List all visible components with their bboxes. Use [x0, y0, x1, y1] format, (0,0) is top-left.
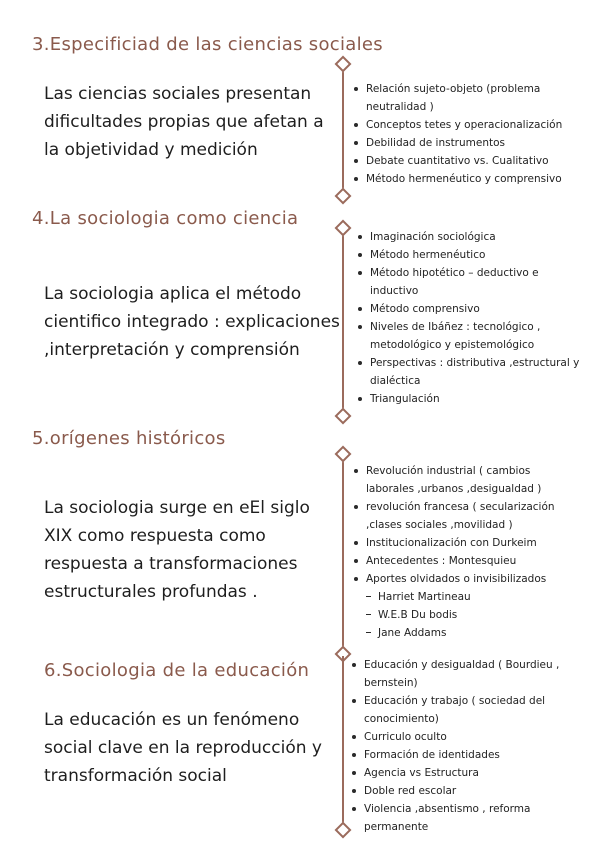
timeline-node-icon	[335, 446, 352, 463]
bullet-item: Debilidad de instrumentos	[352, 134, 574, 152]
bullet-item: Triangulación	[356, 390, 580, 408]
bullet-item: Método comprensivo	[356, 300, 580, 318]
sub-bullet-item: W.E.B Du bodis	[352, 606, 580, 624]
bullet-item: Debate cuantitativo vs. Cualitativo	[352, 152, 574, 170]
bullet-item: Imaginación sociológica	[356, 228, 580, 246]
section-5-bullets	[352, 462, 580, 642]
timeline-node-icon	[335, 408, 352, 425]
bullet-item: Conceptos tetes y operacionalización	[352, 116, 574, 134]
section-6-summary: La educación es un fenómeno social clave en la reproducción y transformación social	[44, 710, 322, 786]
bullet-item: Educación y desigualdad ( Bourdieu , bernstein)	[350, 656, 580, 692]
bullet-item: Curriculo oculto	[350, 728, 580, 746]
bullet-item: Método hermenéutico y comprensivo	[352, 170, 574, 188]
bullet-item: Aportes olvidados o invisibilizados	[352, 570, 580, 588]
bullet-item: Relación sujeto-objeto (problema neutralidad )	[352, 80, 574, 116]
bullet-item: Antecedentes : Montesquieu	[352, 552, 580, 570]
timeline-node-icon	[335, 56, 352, 73]
bullet-item: Niveles de Ibáñez : tecnológico , metodológico y epistemológico	[356, 318, 580, 354]
timeline-node-icon	[335, 220, 352, 237]
timeline-segment-3	[342, 66, 344, 190]
section-4-summary: La sociologia aplica el método cientifico integrado : explicaciones ,interpretación y comprensión	[44, 284, 340, 360]
timeline-segment-6	[342, 656, 344, 830]
bullet-item: Perspectivas : distributiva ,estructural y dialéctica	[356, 354, 580, 390]
bullet-item: revolución francesa ( secularización ,clases sociales ,movilidad )	[352, 498, 580, 534]
bullet-item: Método hermenéutico	[356, 246, 580, 264]
section-3-summary: Las ciencias sociales presentan dificultades propias que afetan a la objetividad y medición	[44, 84, 324, 160]
bullet-item: Institucionalización con Durkeim	[352, 534, 580, 552]
timeline-segment-5	[342, 456, 344, 648]
bullet-item: Agencia vs Estructura	[350, 764, 580, 782]
bullet-item: Educación y trabajo ( sociedad del conocimiento)	[350, 692, 580, 728]
sub-bullet-item: Jane Addams	[352, 624, 580, 642]
timeline-node-icon	[335, 822, 352, 839]
section-3-bullets	[352, 80, 574, 188]
timeline-node-icon	[335, 188, 352, 205]
bullet-item: Método hipotético – deductivo e inductivo	[356, 264, 580, 300]
section-5-summary: La sociologia surge en eEl siglo XIX como respuesta como respuesta a transformaciones estructurales profundas .	[44, 498, 310, 602]
bullet-item: Doble red escolar	[350, 782, 580, 800]
section-4-bullets	[356, 228, 580, 408]
bullet-item: Revolución industrial ( cambios laborales ,urbanos ,desigualdad )	[352, 462, 580, 498]
section-5-title: 5.orígenes históricos	[32, 428, 226, 449]
bullet-item: Formación de identidades	[350, 746, 580, 764]
section-6-bullets	[350, 656, 580, 836]
section-6-title: 6.Sociologia de la educación	[44, 660, 310, 681]
sub-bullet-item: Harriet Martineau	[352, 588, 580, 606]
section-4-title: 4.La sociologia como ciencia	[32, 208, 299, 229]
section-3-title: 3.Especificiad de las ciencias sociales	[32, 34, 383, 55]
bullet-item: Violencia ,absentismo , reforma permanente	[350, 800, 580, 836]
